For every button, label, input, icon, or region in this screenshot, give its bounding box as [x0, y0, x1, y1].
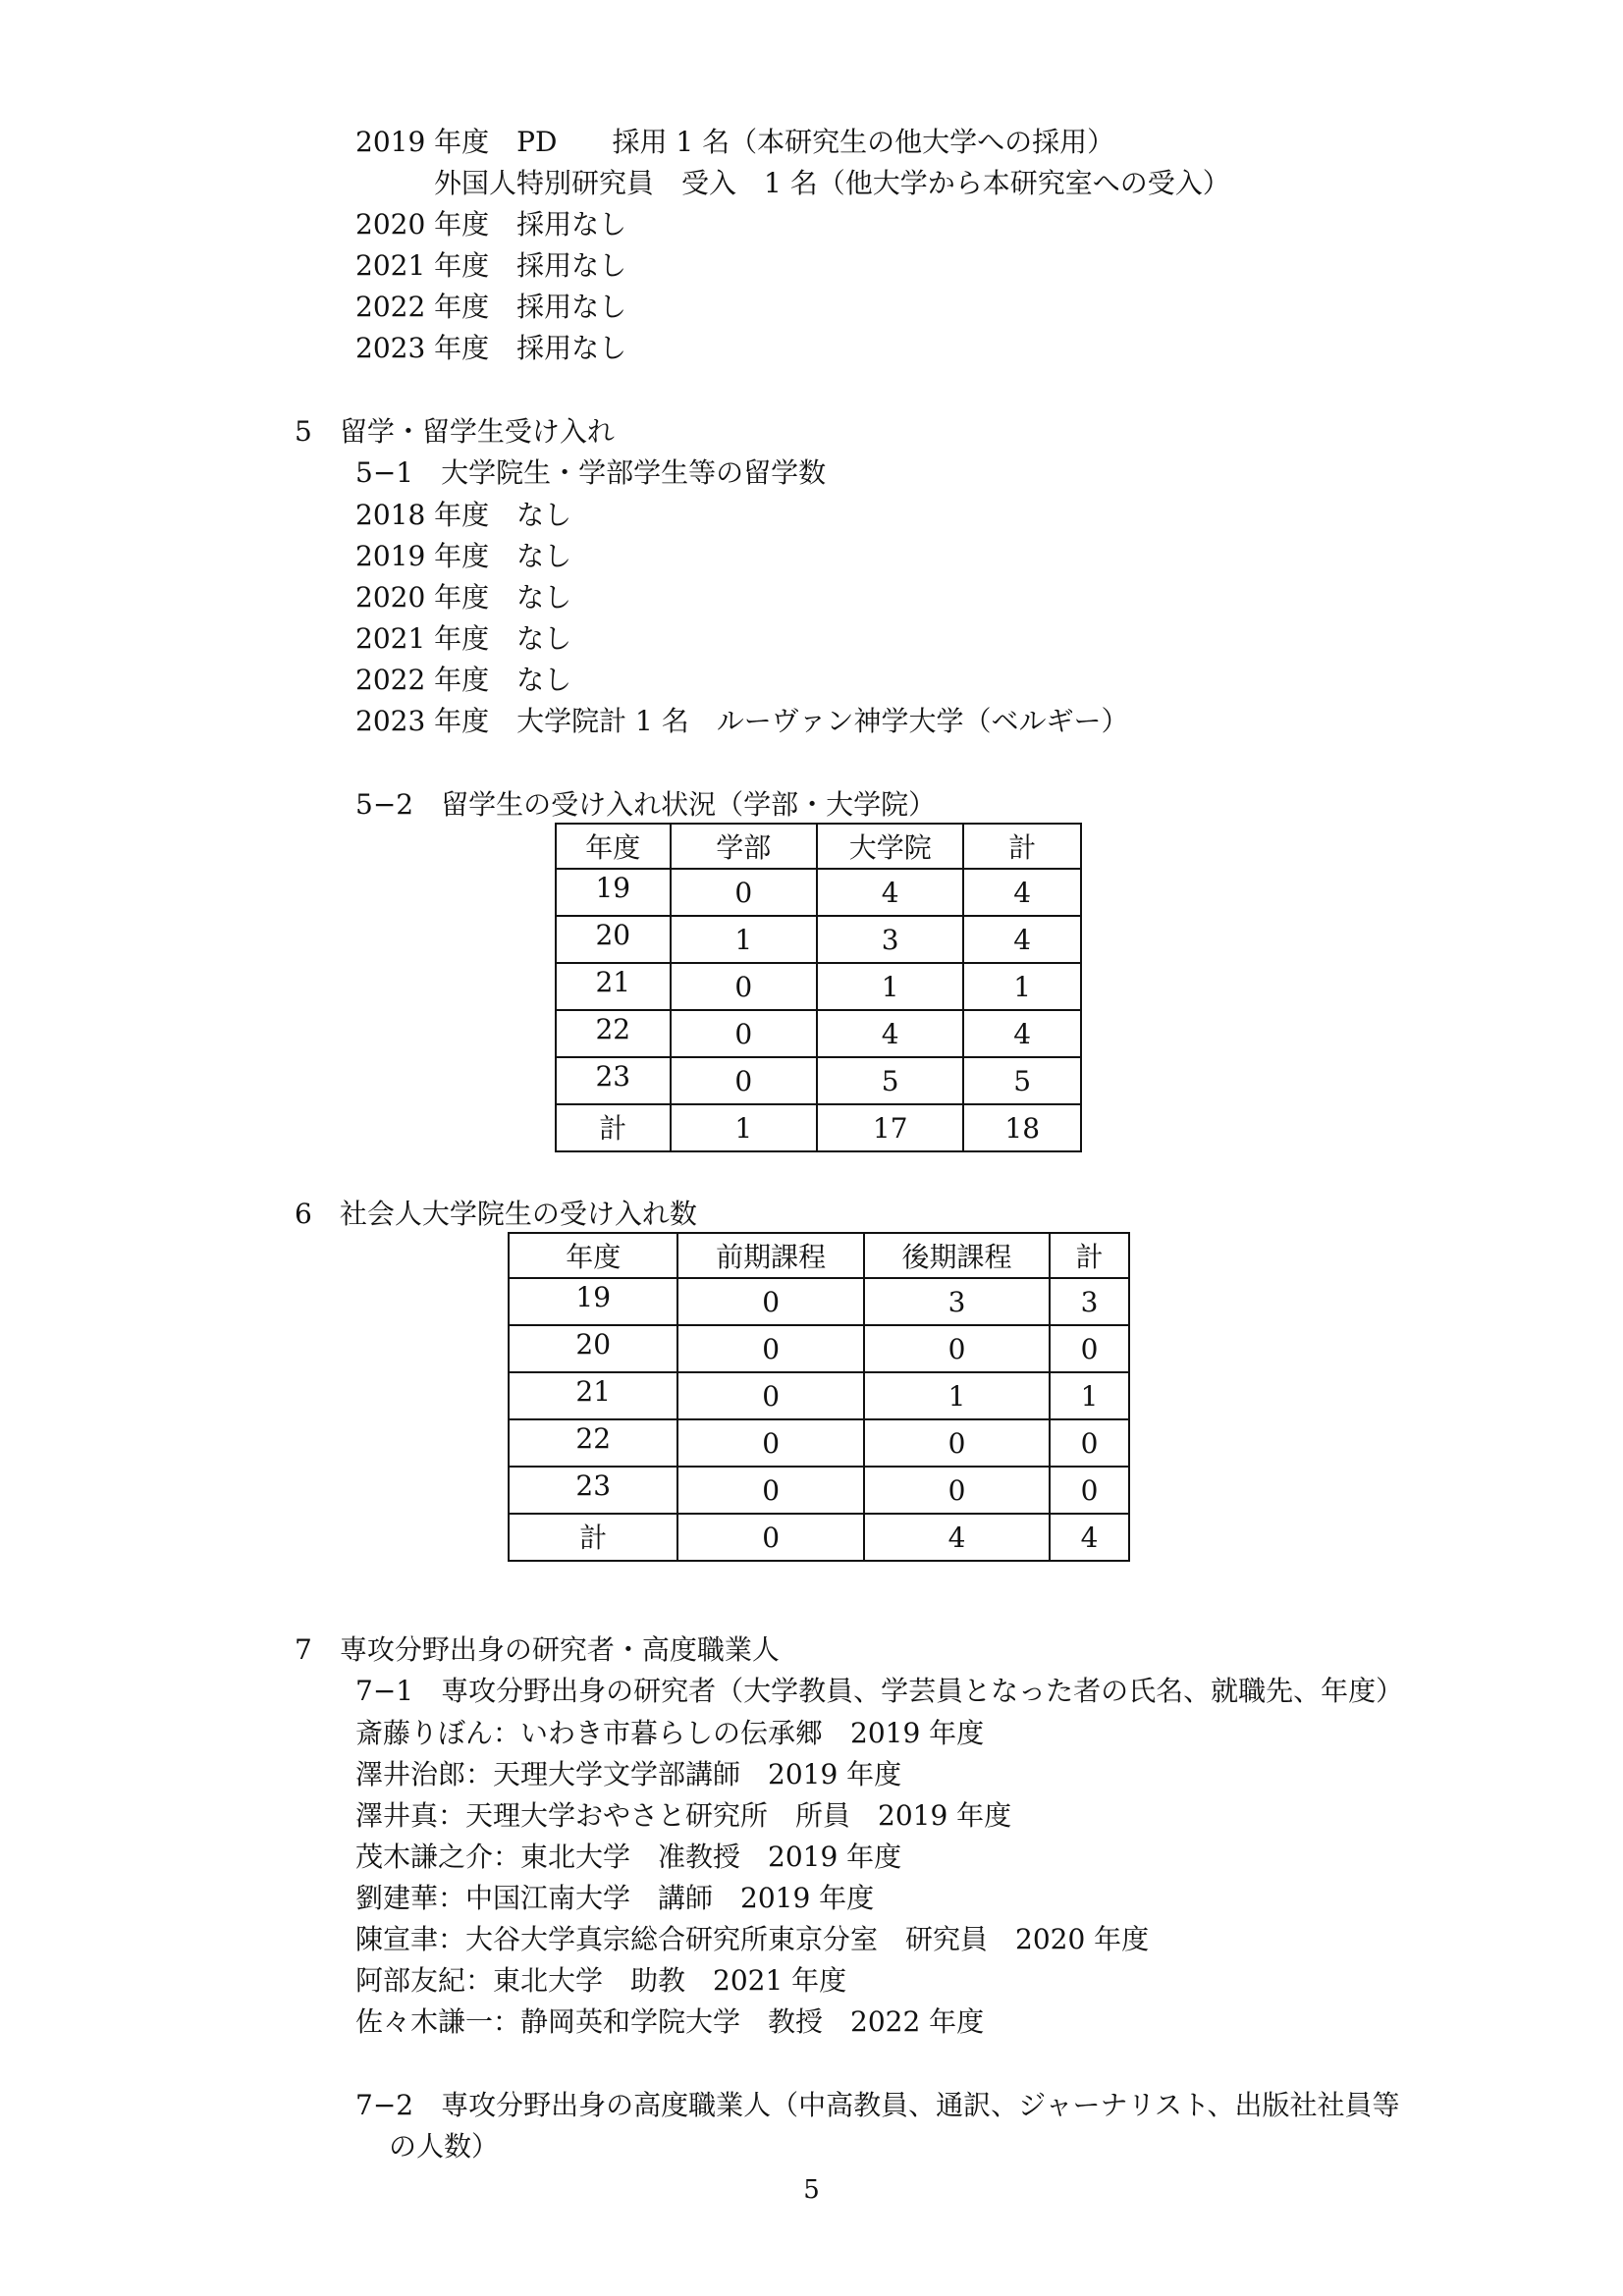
section-6-heading: 6 社会人大学院生の受け入れ数 — [295, 1198, 697, 1230]
table-row — [509, 1325, 1129, 1372]
researcher-item: 劉建華：中国江南大学 講師 2019 年度 — [355, 1882, 875, 1914]
table-cell: 0 — [677, 1278, 863, 1325]
table-cell: 3 — [1050, 1278, 1129, 1325]
column-header: 大学院 — [817, 824, 963, 869]
table-cell: 4 — [817, 869, 963, 916]
study-abroad-item: 2023 年度 大学院計 1 名 ルーヴァン神学大学（ベルギー） — [355, 705, 1129, 737]
page-number: 5 — [803, 2175, 820, 2205]
table-row — [509, 1467, 1129, 1514]
researcher-item: 澤井治郎：天理大学文学部講師 2019 年度 — [355, 1758, 902, 1790]
table-cell: 4 — [1050, 1514, 1129, 1561]
table-cell: 計 — [509, 1514, 677, 1561]
pd-line-2023: 2023 年度 採用なし — [355, 332, 627, 364]
table-row — [556, 916, 1081, 963]
table-cell: 23 — [509, 1467, 677, 1514]
table-cell: 1 — [671, 916, 817, 963]
table-cell: 0 — [864, 1419, 1050, 1467]
table-cell: 20 — [509, 1325, 677, 1372]
table-cell: 4 — [963, 1010, 1081, 1057]
section-7-2-heading-continued: の人数） — [389, 2130, 500, 2163]
table-total-row — [556, 1104, 1081, 1151]
table-header-row — [556, 824, 1081, 869]
table-cell: 5 — [963, 1057, 1081, 1104]
study-abroad-item: 2021 年度 なし — [355, 622, 572, 655]
table-cell: 0 — [1050, 1467, 1129, 1514]
section-7-2-heading: 7−2 専攻分野出身の高度職業人（中高教員、通訳、ジャーナリスト、出版社社員等 — [355, 2089, 1400, 2121]
pd-line-foreign-fellow: 外国人特別研究員 受入 1 名（他大学から本研究室への受入） — [434, 167, 1230, 199]
section-7-heading: 7 専攻分野出身の研究者・高度職業人 — [295, 1633, 780, 1666]
table-cell: 18 — [963, 1104, 1081, 1151]
table-cell: 0 — [1050, 1325, 1129, 1372]
table-cell: 0 — [864, 1325, 1050, 1372]
researcher-item: 茂木謙之介：東北大学 准教授 2019 年度 — [355, 1841, 902, 1873]
table-header-row — [509, 1233, 1129, 1278]
table-cell: 4 — [963, 869, 1081, 916]
table-cell: 19 — [509, 1278, 677, 1325]
study-abroad-item: 2022 年度 なし — [355, 664, 572, 696]
researcher-item: 阿部友紀：東北大学 助教 2021 年度 — [355, 1964, 847, 1997]
study-abroad-item: 2019 年度 なし — [355, 540, 572, 572]
column-header: 学部 — [671, 824, 817, 869]
table-cell: 19 — [556, 869, 671, 916]
column-header: 年度 — [509, 1233, 677, 1278]
table-cell: 22 — [556, 1010, 671, 1057]
table-cell: 17 — [817, 1104, 963, 1151]
table-cell: 0 — [671, 963, 817, 1010]
pd-line-2019: 2019 年度 PD 採用 1 名（本研究生の他大学への採用） — [355, 126, 1115, 158]
table-cell: 23 — [556, 1057, 671, 1104]
table-row — [509, 1278, 1129, 1325]
researcher-item: 澤井真：天理大学おやさと研究所 所員 2019 年度 — [355, 1799, 1012, 1832]
table-cell: 4 — [817, 1010, 963, 1057]
table-cell: 0 — [864, 1467, 1050, 1514]
table-row — [556, 1010, 1081, 1057]
table-cell: 0 — [671, 1010, 817, 1057]
table-cell: 1 — [963, 963, 1081, 1010]
table-cell: 3 — [864, 1278, 1050, 1325]
table-cell: 5 — [817, 1057, 963, 1104]
table-cell: 1 — [817, 963, 963, 1010]
table-cell: 0 — [677, 1372, 863, 1419]
pd-line-2022: 2022 年度 採用なし — [355, 291, 627, 323]
table-cell: 1 — [1050, 1372, 1129, 1419]
table-cell: 0 — [677, 1419, 863, 1467]
table-cell: 1 — [864, 1372, 1050, 1419]
international-students-table — [555, 823, 1082, 1152]
column-header: 後期課程 — [864, 1233, 1050, 1278]
column-header: 計 — [963, 824, 1081, 869]
table-cell: 0 — [671, 1057, 817, 1104]
section-7-1-heading: 7−1 専攻分野出身の研究者（大学教員、学芸員となった者の氏名、就職先、年度） — [355, 1675, 1404, 1707]
table-row — [556, 869, 1081, 916]
table-cell: 20 — [556, 916, 671, 963]
column-header: 計 — [1050, 1233, 1129, 1278]
table-cell: 0 — [677, 1514, 863, 1561]
table-cell: 4 — [864, 1514, 1050, 1561]
researcher-item: 佐々木謙一：静岡英和学院大学 教授 2022 年度 — [355, 2005, 985, 2038]
section-5-heading: 5 留学・留学生受け入れ — [295, 415, 615, 448]
table-cell: 0 — [1050, 1419, 1129, 1467]
researcher-item: 陳宣聿：大谷大学真宗総合研究所東京分室 研究員 2020 年度 — [355, 1923, 1150, 1955]
table-row — [509, 1419, 1129, 1467]
table-cell: 21 — [556, 963, 671, 1010]
table-cell: 3 — [817, 916, 963, 963]
table-cell: 4 — [963, 916, 1081, 963]
table-cell: 1 — [671, 1104, 817, 1151]
study-abroad-item: 2018 年度 なし — [355, 499, 572, 531]
table-cell: 21 — [509, 1372, 677, 1419]
pd-line-2020: 2020 年度 採用なし — [355, 208, 627, 240]
table-cell: 0 — [671, 869, 817, 916]
column-header: 前期課程 — [677, 1233, 863, 1278]
researcher-item: 斎藤りぼん：いわき市暮らしの伝承郷 2019 年度 — [355, 1717, 985, 1749]
pd-line-2021: 2021 年度 採用なし — [355, 249, 627, 282]
table-row — [556, 1057, 1081, 1104]
table-cell: 22 — [509, 1419, 677, 1467]
section-5-2-heading: 5−2 留学生の受け入れ状況（学部・大学院） — [355, 788, 937, 821]
table-total-row — [509, 1514, 1129, 1561]
working-adult-students-table — [508, 1232, 1130, 1562]
table-cell: 0 — [677, 1325, 863, 1372]
section-5-1-heading: 5−1 大学院生・学部学生等の留学数 — [355, 456, 827, 489]
table-cell: 計 — [556, 1104, 671, 1151]
table-cell: 0 — [677, 1467, 863, 1514]
study-abroad-item: 2020 年度 なし — [355, 581, 572, 614]
table-row — [556, 963, 1081, 1010]
column-header: 年度 — [556, 824, 671, 869]
table-row — [509, 1372, 1129, 1419]
